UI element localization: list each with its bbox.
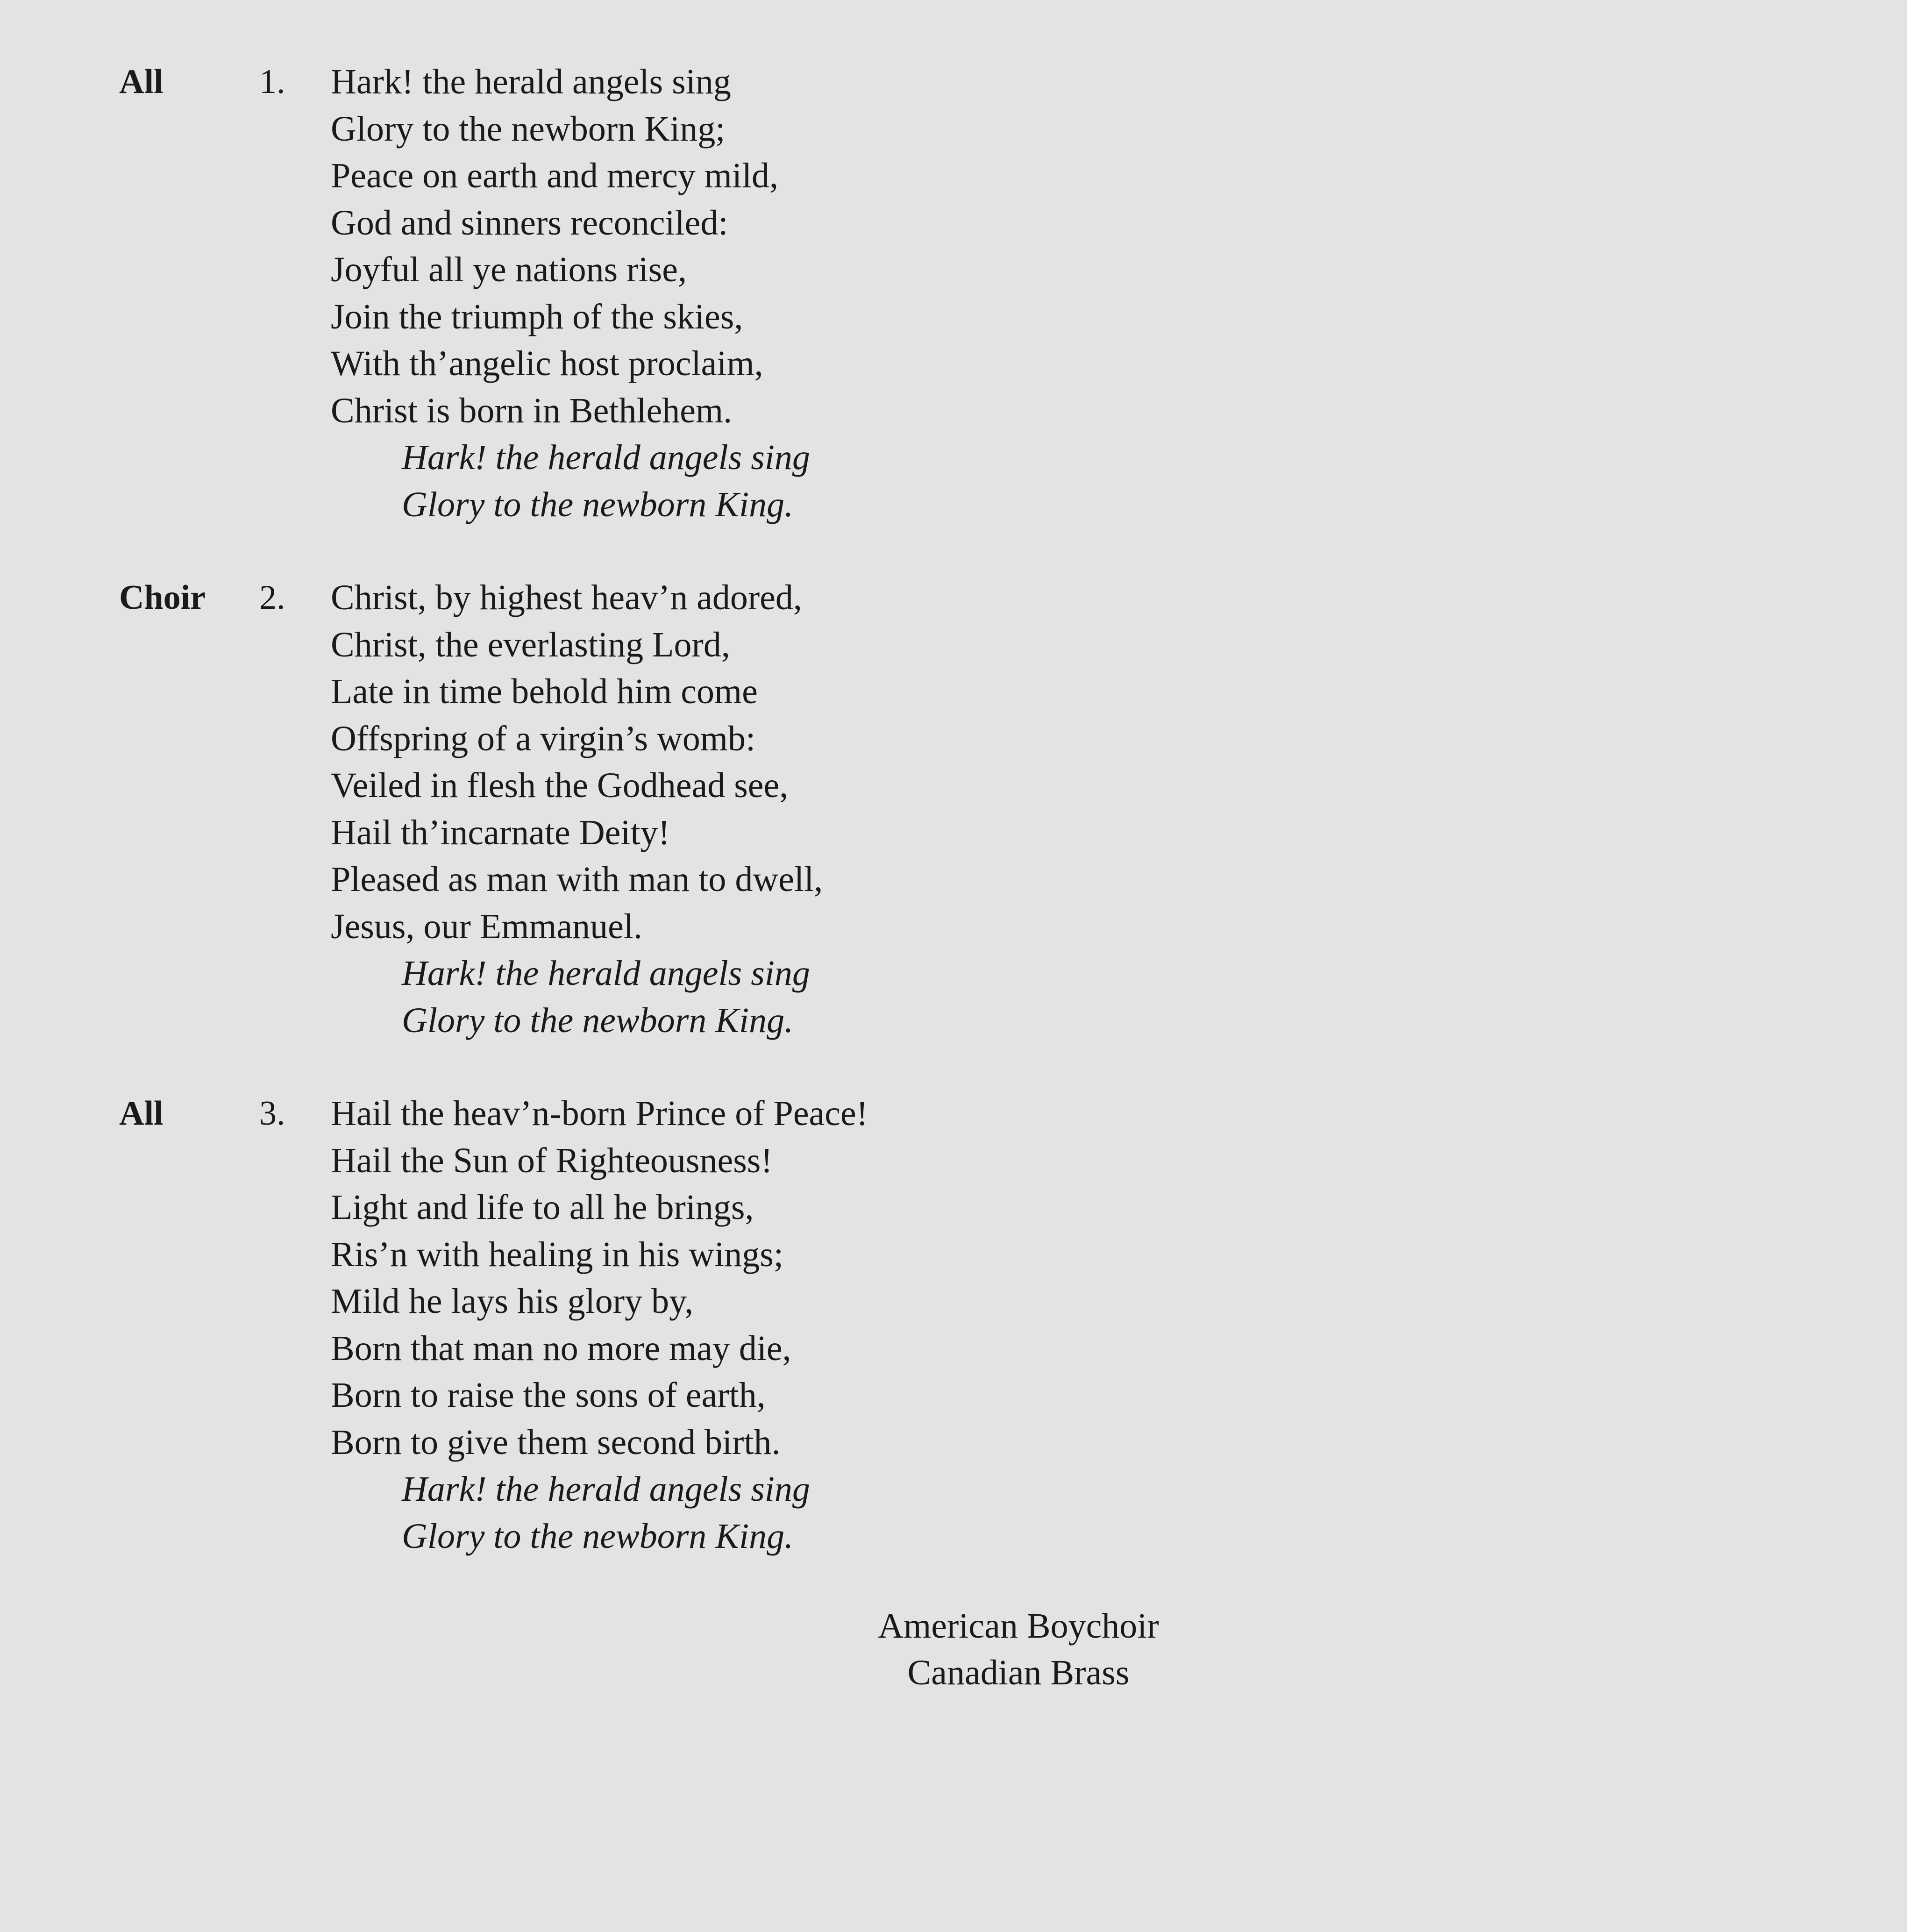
- verse-line: Christ is born in Bethlehem.: [331, 391, 733, 430]
- verse-voice: Choir: [119, 578, 206, 617]
- verse-line: Christ, the everlasting Lord,: [331, 625, 730, 664]
- verse-lines: [331, 574, 823, 1044]
- verse-line: With th’angelic host proclaim,: [331, 344, 763, 383]
- refrain-line: Glory to the newborn King.: [402, 485, 794, 524]
- verse-line: Born to give them second birth.: [331, 1422, 781, 1462]
- refrain-line: Hark! the herald angels sing: [402, 1469, 810, 1509]
- refrain-line: Hark! the herald angels sing: [402, 954, 810, 993]
- verse-line: Born that man no more may die,: [331, 1328, 791, 1368]
- credit-line: American Boychoir: [878, 1606, 1159, 1646]
- verse-lines: [331, 58, 810, 528]
- verse-line: Jesus, our Emmanuel.: [331, 906, 643, 946]
- refrain-line: Glory to the newborn King.: [402, 1000, 794, 1040]
- verse-line: Born to raise the sons of earth,: [331, 1376, 766, 1415]
- verse-line: Late in time behold him come: [331, 672, 758, 711]
- verse-line: Hail the Sun of Righteousness!: [331, 1141, 773, 1180]
- verse-line: Hail the heav’n-born Prince of Peace!: [331, 1094, 868, 1133]
- verse-line: Christ, by highest heav’n adored,: [331, 578, 802, 617]
- verse-line: Glory to the newborn King;: [331, 109, 726, 149]
- credits: [785, 1603, 1252, 1696]
- verse-voice: All: [119, 63, 164, 101]
- verse-number: 3.: [259, 1094, 285, 1133]
- verse-line: Mild he lays his glory by,: [331, 1282, 694, 1321]
- verse-line: Peace on earth and mercy mild,: [331, 156, 779, 195]
- verse-line: Veiled in flesh the Godhead see,: [331, 766, 789, 805]
- verse-line: Pleased as man with man to dwell,: [331, 860, 823, 899]
- verse-line: Join the triumph of the skies,: [331, 297, 743, 336]
- verse-line: Hark! the herald angels sing: [331, 62, 731, 101]
- credit-line: Canadian Brass: [907, 1653, 1130, 1692]
- verse-line: Hail th’incarnate Deity!: [331, 813, 670, 852]
- verse-lines: [331, 1090, 868, 1560]
- verse-voice: All: [119, 1094, 164, 1133]
- verse-line: Joyful all ye nations rise,: [331, 250, 687, 289]
- verse-number: 2.: [259, 578, 285, 617]
- verse-line: God and sinners reconciled:: [331, 203, 728, 242]
- refrain-line: Hark! the herald angels sing: [402, 438, 810, 477]
- verse-number: 1.: [259, 63, 285, 101]
- refrain-line: Glory to the newborn King.: [402, 1516, 794, 1556]
- verse-line: Offspring of a virgin’s womb:: [331, 719, 756, 758]
- verse-line: Light and life to all he brings,: [331, 1188, 754, 1227]
- verse-line: Ris’n with healing in his wings;: [331, 1234, 783, 1274]
